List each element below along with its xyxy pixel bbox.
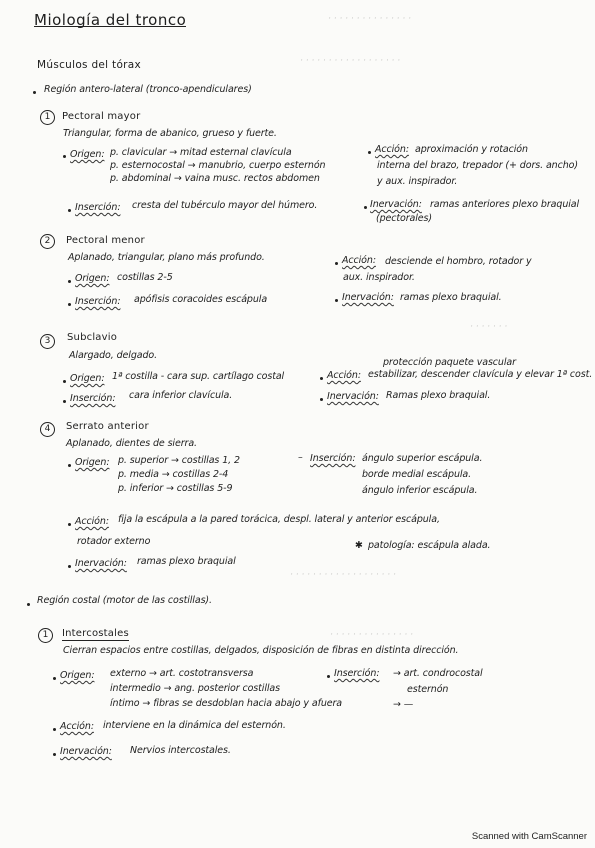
inervacion-label: Inervación: (327, 391, 379, 402)
page-title: Miología del tronco (34, 11, 187, 29)
patologia-text: patología: escápula alada. (368, 540, 491, 551)
muscle-description: Aplanado, dientes de sierra. (66, 438, 197, 449)
region-heading: Región antero-lateral (tronco-apendiculares) (44, 84, 252, 95)
accion-line: y aux. inspirador. (377, 176, 458, 187)
bullet (68, 565, 71, 568)
region-heading: Región costal (motor de las costillas). (37, 595, 212, 606)
asterisk-icon: ✱ (355, 540, 363, 551)
inervacion-text: ramas plexo braquial. (400, 292, 502, 303)
accion-text: estabilizar, descender clavícula y elevar 1ª cost. (368, 369, 593, 380)
accion-note: protección paquete vascular (383, 357, 516, 368)
origen-line: externo → art. costotransversa (110, 668, 254, 679)
insercion-label: Inserción: (70, 393, 116, 404)
origen-label: Origen: (60, 670, 95, 681)
origen-line: p. clavicular → mitad esternal clavícula (110, 147, 292, 158)
bullet (320, 377, 323, 380)
inervacion-text: Ramas plexo braquial. (386, 390, 491, 401)
muscle-name: Pectoral mayor (62, 111, 141, 122)
bullet (63, 380, 66, 383)
inervacion-label: Inervación: (342, 292, 394, 303)
bullet (68, 523, 71, 526)
scanner-watermark: Scanned with CamScanner (471, 831, 587, 842)
origen-line: intermedio → ang. posterior costillas (110, 683, 280, 694)
insercion-line: → art. condrocostal (393, 668, 483, 679)
origen-label: Origen: (75, 457, 110, 468)
bleed-through: · · · · · · · · · · · · · · · (330, 630, 413, 640)
muscle-name: Intercostales (62, 628, 129, 639)
origen-line: p. inferior → costillas 5-9 (118, 483, 233, 494)
bullet (320, 398, 323, 401)
bleed-through: · · · · · · · (470, 322, 508, 332)
insercion-line: borde medial escápula. (362, 469, 472, 480)
item-number: 1 (38, 628, 53, 643)
origen-text: 1ª costilla - cara sup. cartílago costal (112, 371, 285, 382)
inervacion-label: Inervación: (370, 199, 422, 210)
inervacion-text: ramas plexo braquial (137, 556, 236, 567)
inervacion-label: Inervación: (75, 558, 127, 569)
insercion-line: → — (393, 699, 414, 710)
origen-label: Origen: (70, 373, 105, 384)
bullet (27, 603, 30, 606)
insercion-label: Inserción: (334, 668, 380, 679)
accion-line: interna del brazo, trepador (+ dors. ancho) (377, 160, 578, 171)
bullet (68, 280, 71, 283)
bleed-through: · · · · · · · · · · · · · · · · · · · (290, 570, 396, 580)
inervacion-label: Inervación: (60, 746, 112, 757)
accion-label: Acción: (75, 516, 109, 527)
inervacion-text: Nervios intercostales. (130, 745, 231, 756)
muscle-name: Serrato anterior (66, 421, 149, 432)
muscle-description: Aplanado, triangular, plano más profundo. (68, 252, 265, 263)
insercion-line: esternón (407, 684, 449, 695)
item-number: 3 (40, 334, 55, 349)
bullet (33, 91, 36, 94)
origen-label: Origen: (70, 149, 105, 160)
muscle-name: Pectoral menor (66, 235, 145, 246)
origen-text: costillas 2-5 (117, 272, 173, 283)
inervacion-line: (pectorales) (376, 213, 433, 224)
accion-line: aproximación y rotación (415, 144, 528, 155)
muscle-description: Alargado, delgado. (69, 350, 158, 361)
bullet (368, 151, 371, 154)
insercion-line: ángulo inferior escápula. (362, 485, 478, 496)
bullet (53, 677, 56, 680)
insercion-text: cresta del tubérculo mayor del húmero. (132, 200, 318, 211)
dash: – (298, 452, 303, 463)
origen-line: íntimo → fibras se desdoblan hacia abajo y afuera (110, 698, 343, 709)
accion-label: Acción: (342, 255, 376, 266)
bullet (335, 262, 338, 265)
accion-label: Acción: (375, 144, 409, 155)
insercion-line: ángulo superior escápula. (362, 453, 483, 464)
section-heading: Músculos del tórax (37, 59, 142, 71)
accion-line: aux. inspirador. (343, 272, 415, 283)
insercion-text: apófisis coracoides escápula (134, 294, 268, 305)
origen-line: p. media → costillas 2-4 (118, 469, 229, 480)
accion-label: Acción: (327, 370, 361, 381)
origen-line: p. esternocostal → manubrio, cuerpo esternón (110, 160, 326, 171)
insercion-label: Inserción: (310, 453, 356, 464)
item-number: 4 (40, 422, 55, 437)
bullet (68, 464, 71, 467)
accion-line: desciende el hombro, rotador y (385, 256, 532, 267)
origen-line: p. abdominal → vaina musc. rectos abdomen (110, 173, 320, 184)
muscle-description: Triangular, forma de abanico, grueso y fuerte. (63, 128, 277, 139)
accion-text: interviene en la dinámica del esternón. (103, 720, 286, 731)
accion-label: Acción: (60, 721, 94, 732)
inervacion-line: ramas anteriores plexo braquial (430, 199, 580, 210)
item-number: 1 (40, 110, 55, 125)
bullet (327, 675, 330, 678)
bullet (335, 299, 338, 302)
accion-line: rotador externo (77, 536, 151, 547)
bullet (364, 206, 367, 209)
bleed-through: · · · · · · · · · · · · · · · (328, 14, 411, 24)
item-number: 2 (40, 234, 55, 249)
origen-label: Origen: (75, 273, 110, 284)
origen-line: p. superior → costillas 1, 2 (118, 455, 240, 466)
bullet (68, 303, 71, 306)
bullet (53, 753, 56, 756)
muscle-name: Subclavio (67, 332, 118, 343)
bullet (53, 728, 56, 731)
bullet (63, 155, 66, 158)
insercion-label: Inserción: (75, 296, 121, 307)
bullet (63, 400, 66, 403)
insercion-text: cara inferior clavícula. (129, 390, 233, 401)
insercion-label: Inserción: (75, 202, 121, 213)
bullet (68, 209, 71, 212)
bleed-through: · · · · · · · · · · · · · · · · · · (300, 56, 401, 66)
accion-line: fija la escápula a la pared torácica, despl. lateral y anterior escápula, (118, 514, 440, 525)
muscle-description: Cierran espacios entre costillas, delgados, disposición de fibras en distinta dirección. (63, 645, 459, 656)
